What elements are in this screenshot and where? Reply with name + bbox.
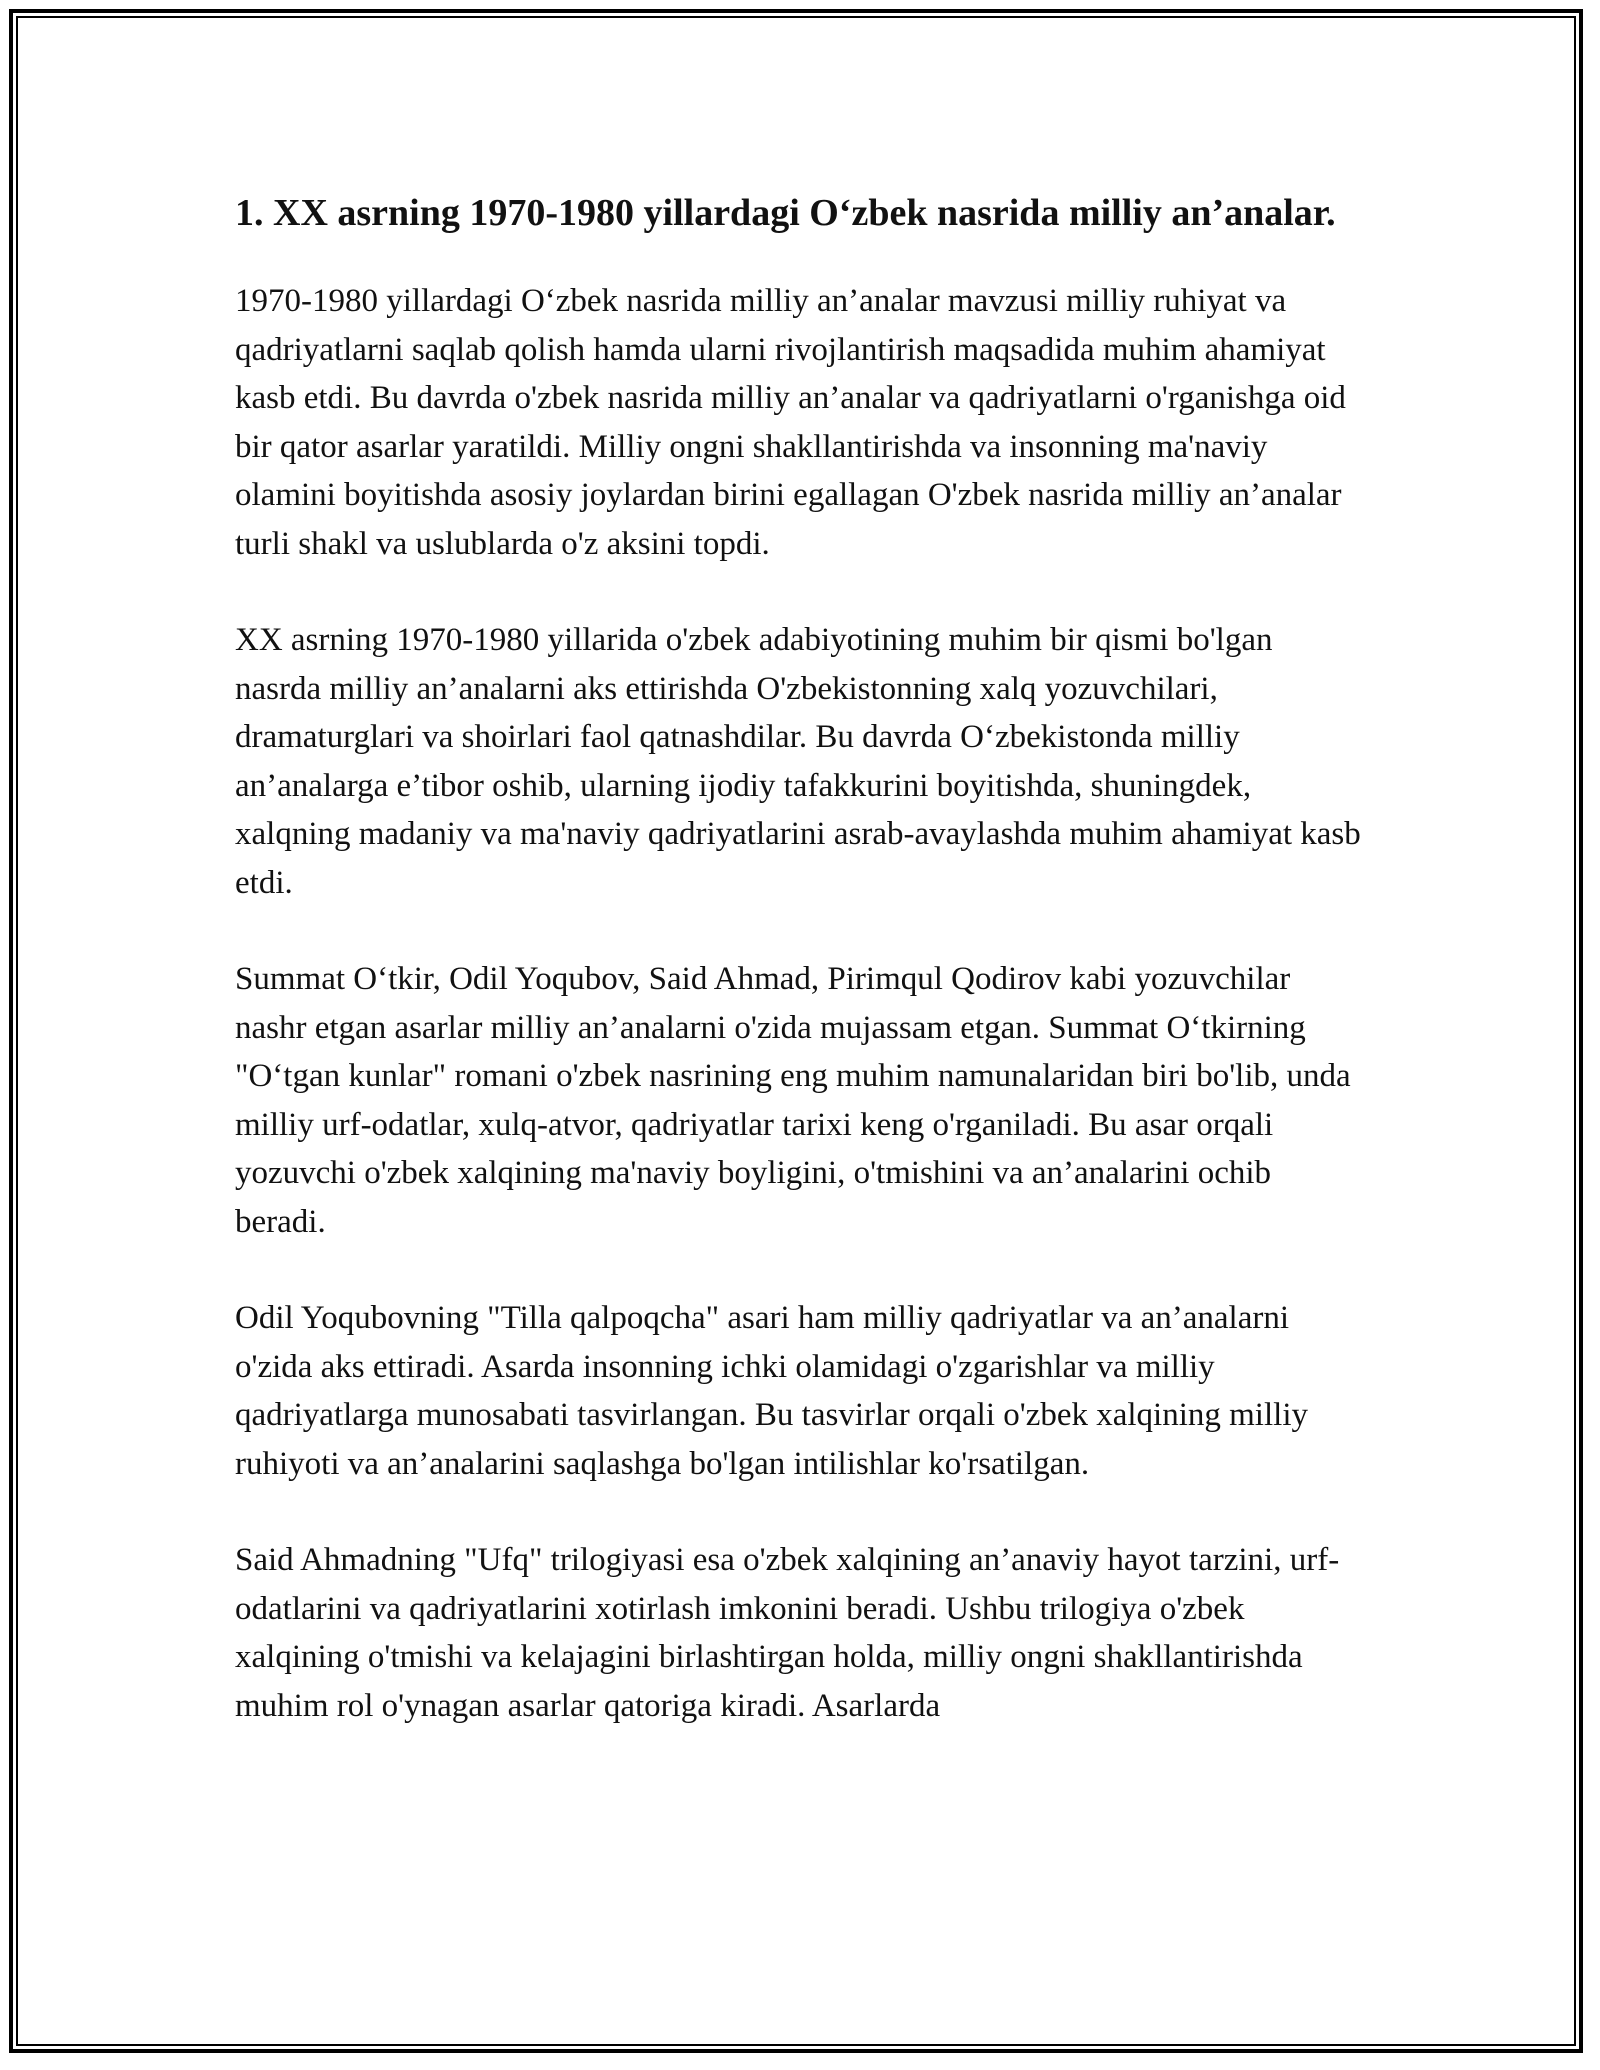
section-heading: 1. XX asrning 1970-1980 yillardagi O‘zbek nasrida milliy an’analar. <box>235 192 1336 234</box>
paragraph-2: XX asrning 1970-1980 yillarida o'zbek adabiyotining muhim bir qismi bo'lgan nasrda milliy an’analarni aks ettirishda O'zbekistonning xalq yozuvchilari, dramaturglari va shoirlari faol qatnashdilar. Bu davrda O‘zbekistonda milliy an’analarga e’tibor oshib, ularning ijodiy tafakkurini boyitishda, shuningdek, xalqning madaniy va ma'naviy qadriyatlarini asrab-avaylashda muhim ahamiyat kasb etdi. <box>235 622 1361 901</box>
paragraph-4: Odil Yoqubovning "Tilla qalpoqcha" asari ham milliy qadriyatlar va an’analarni o'zida aks ettiradi. Asarda insonning ichki olamidagi o'zgarishlar va milliy qadriyatlarga munosabati tasvirlangan. Bu tasvirlar orqali o'zbek xalqining milliy ruhiyoti va an’analarini saqlashga bo'lgan intilishlar ko'rsatilgan. <box>235 1300 1308 1482</box>
paragraph-1: 1970-1980 yillardagi O‘zbek nasrida milliy an’analar mavzusi milliy ruhiyat va qadriyatlarni saqlab qolish hamda ularni rivojlantirish maqsadida muhim ahamiyat kasb etdi. Bu davrda o'zbek nasrida milliy an’analar va qadriyatlarni o'rganishga oid bir qator asarlar yaratildi. Milliy ongni shakllantirishda va insonning ma'naviy olamini boyitishda asosiy joylardan birini egallagan O'zbek nasrida milliy an’analar turli shakl va uslublarda o'z aksini topdi. <box>235 283 1346 562</box>
paragraph-3: Summat O‘tkir, Odil Yoqubov, Said Ahmad, Pirimqul Qodirov kabi yozuvchilar nashr etgan asarlar milliy an’analarni o'zida mujassam etgan. Summat O‘tkirning "O‘tgan kunlar" romani o'zbek nasrining eng muhim namunalaridan biri bo'lib, unda milliy urf-odatlar, xulq-atvor, qadriyatlar tarixi keng o'rganiladi. Bu asar orqali yozuvchi o'zbek xalqining ma'naviy boyligini, o'tmishini va an’analarini ochib beradi. <box>235 961 1351 1240</box>
document-body <box>235 185 1365 1778</box>
paragraph-5: Said Ahmadning "Ufq" trilogiyasi esa o'zbek xalqining an’anaviy hayot tarzini, urf-odatlarini va qadriyatlarini xotirlash imkonini beradi. Ushbu trilogiya o'zbek xalqining o'tmishi va kelajagini birlashtirgan holda, milliy ongni shakllantirishda muhim rol o'ynagan asarlar qatoriga kiradi. Asarlarda <box>235 1542 1340 1724</box>
